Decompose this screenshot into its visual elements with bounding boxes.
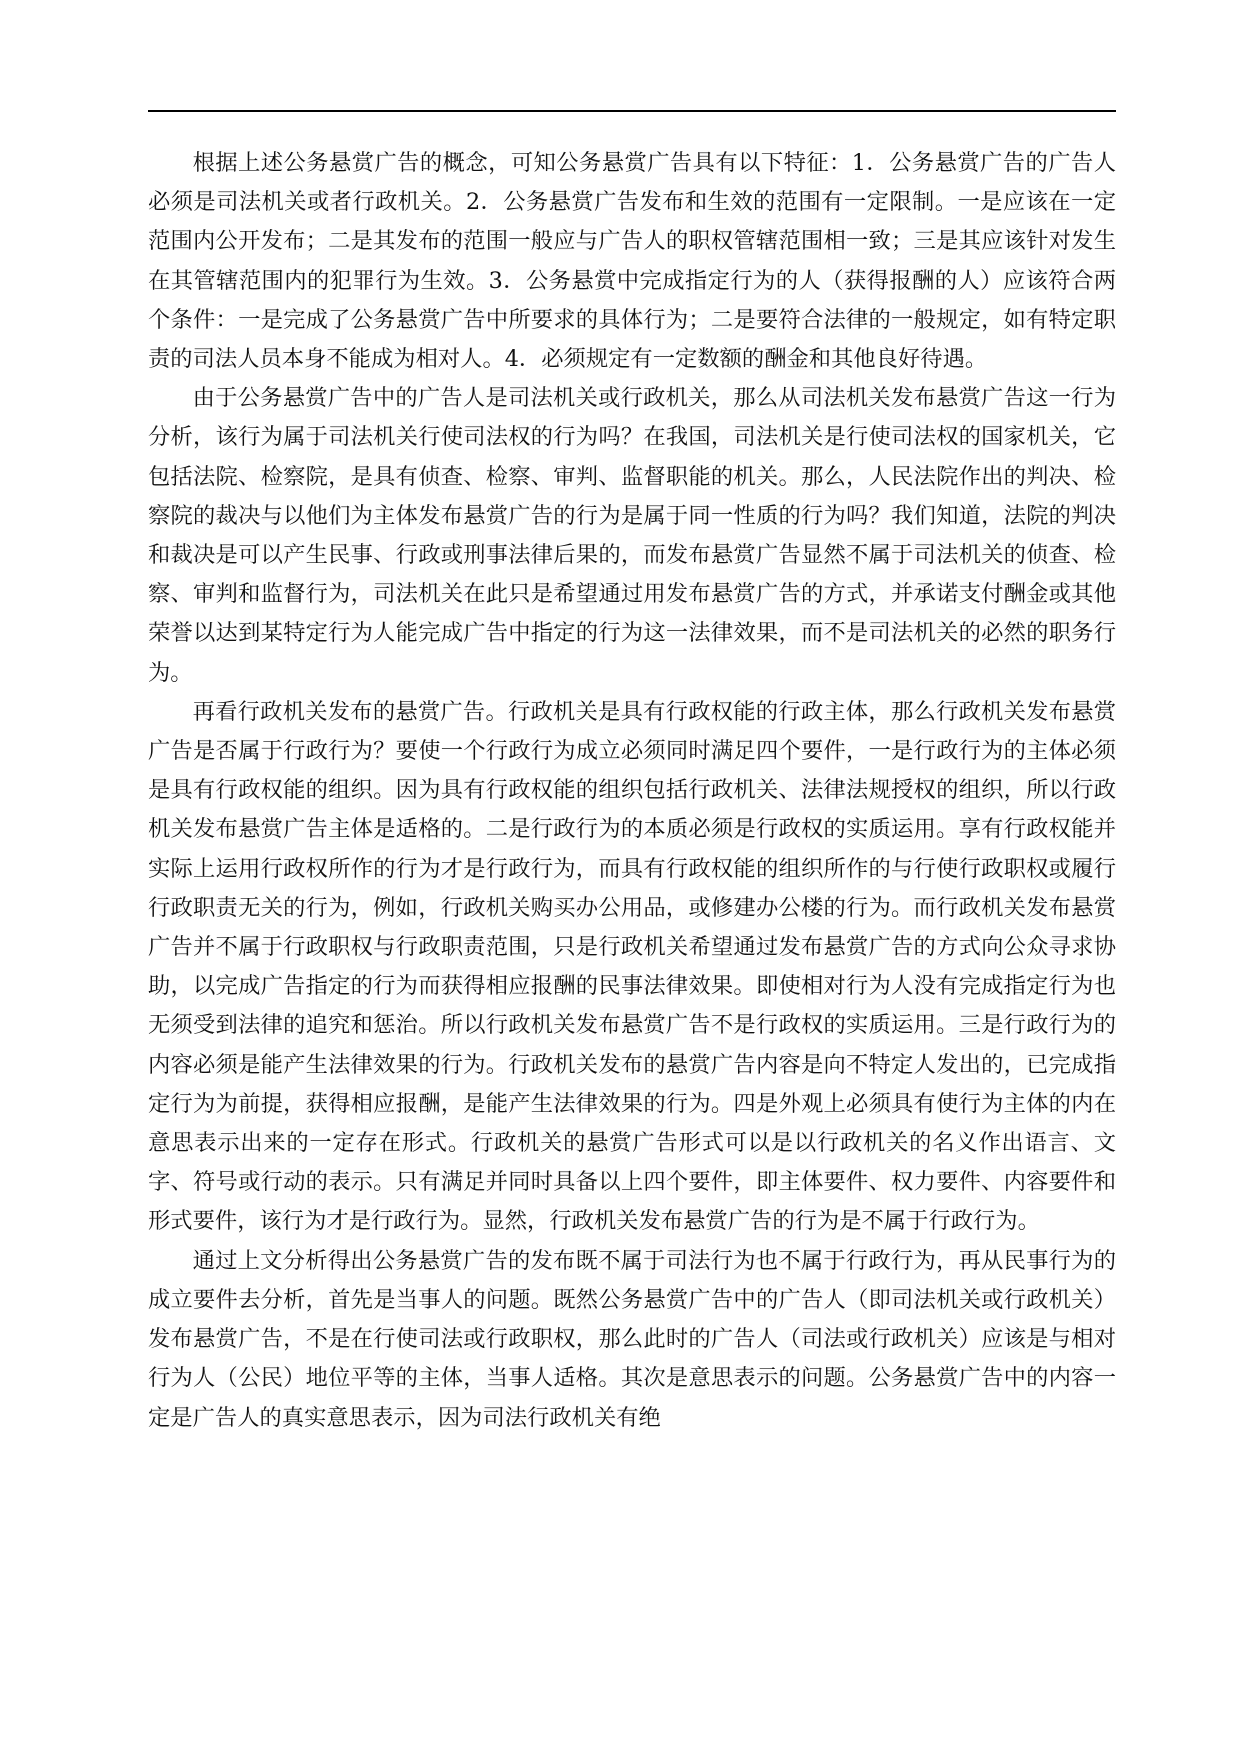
paragraph-civil-analysis: 通过上文分析得出公务悬赏广告的发布既不属于司法行为也不属于行政行为，再从民事行为的成立要件去分析，首先是当事人的问题。既然公务悬赏广告中的广告人（即司法机关或行政机关）发布悬赏广告，不是在行使司法或行政职权，那么此时的广告人（司法或行政机关）应该是与相对行为人（公民）地位平等的主体，当事人适格。其次是意思表示的问题。公务悬赏广告中的内容一定是广告人的真实意思表示，因为司法行政机关有绝	[148, 1247, 1116, 1431]
paragraph-judicial-analysis: 由于公务悬赏广告中的广告人是司法机关或行政机关，那么从司法机关发布悬赏广告这一行为分析，该行为属于司法机关行使司法权的行为吗？在我国，司法机关是行使司法权的国家机关，它包括法院、检察院，是具有侦查、检察、审判、监督职能的机关。那么，人民法院作出的判决、检察院的裁决与以他们为主体发布悬赏广告的行为是属于同一性质的行为吗？我们知道，法院的判决和裁决是可以产生民事、行政或刑事法律后果的，而发布悬赏广告显然不属于司法机关的侦查、检察、审判和监督行为，司法机关在此只是希望通过用发布悬赏广告的方式，并承诺支付酬金或其他荣誉以达到某特定行为人能完成广告中指定的行为这一法律效果，而不是司法机关的必然的职务行为。	[148, 385, 1116, 686]
body-text	[148, 144, 1116, 1438]
header-rule	[148, 110, 1116, 112]
paragraph-features: 根据上述公务悬赏广告的概念，可知公务悬赏广告具有以下特征：1．公务悬赏广告的广告人必须是司法机关或者行政机关。2．公务悬赏广告发布和生效的范围有一定限制。一是应该在一定范围内公开发布；二是其发布的范围一般应与广告人的职权管辖范围相一致；三是其应该针对发生在其管辖范围内的犯罪行为生效。3．公务悬赏中完成指定行为的人（获得报酬的人）应该符合两个条件：一是完成了公务悬赏广告中所要求的具体行为；二是要符合法律的一般规定，如有特定职责的司法人员本身不能成为相对人。4．必须规定有一定数额的酬金和其他良好待遇。	[148, 150, 1116, 373]
paragraph-administrative-analysis: 再看行政机关发布的悬赏广告。行政机关是具有行政权能的行政主体，那么行政机关发布悬赏广告是否属于行政行为？要使一个行政行为成立必须同时满足四个要件，一是行政行为的主体必须是具有行政权能的组织。因为具有行政权能的组织包括行政机关、法律法规授权的组织，所以行政机关发布悬赏广告主体是适格的。二是行政行为的本质必须是行政权的实质运用。享有行政权能并实际上运用行政权所作的行为才是行政行为，而具有行政权能的组织所作的与行使行政职权或履行行政职责无关的行为，例如，行政机关购买办公用品，或修建办公楼的行为。而行政机关发布悬赏广告并不属于行政职权与行政职责范围，只是行政机关希望通过发布悬赏广告的方式向公众寻求协助，以完成广告指定的行为而获得相应报酬的民事法律效果。即使相对行为人没有完成指定行为也无须受到法律的追究和惩治。所以行政机关发布悬赏广告不是行政权的实质运用。三是行政行为的内容必须是能产生法律效果的行为。行政机关发布的悬赏广告内容是向不特定人发出的，已完成指定行为为前提，获得相应报酬，是能产生法律效果的行为。四是外观上必须具有使行为主体的内在意思表示出来的一定存在形式。行政机关的悬赏广告形式可以是以行政机关的名义作出语言、文字、符号或行动的表示。只有满足并同时具备以上四个要件，即主体要件、权力要件、内容要件和形式要件，该行为才是行政行为。显然，行政机关发布悬赏广告的行为是不属于行政行为。	[148, 698, 1116, 1235]
